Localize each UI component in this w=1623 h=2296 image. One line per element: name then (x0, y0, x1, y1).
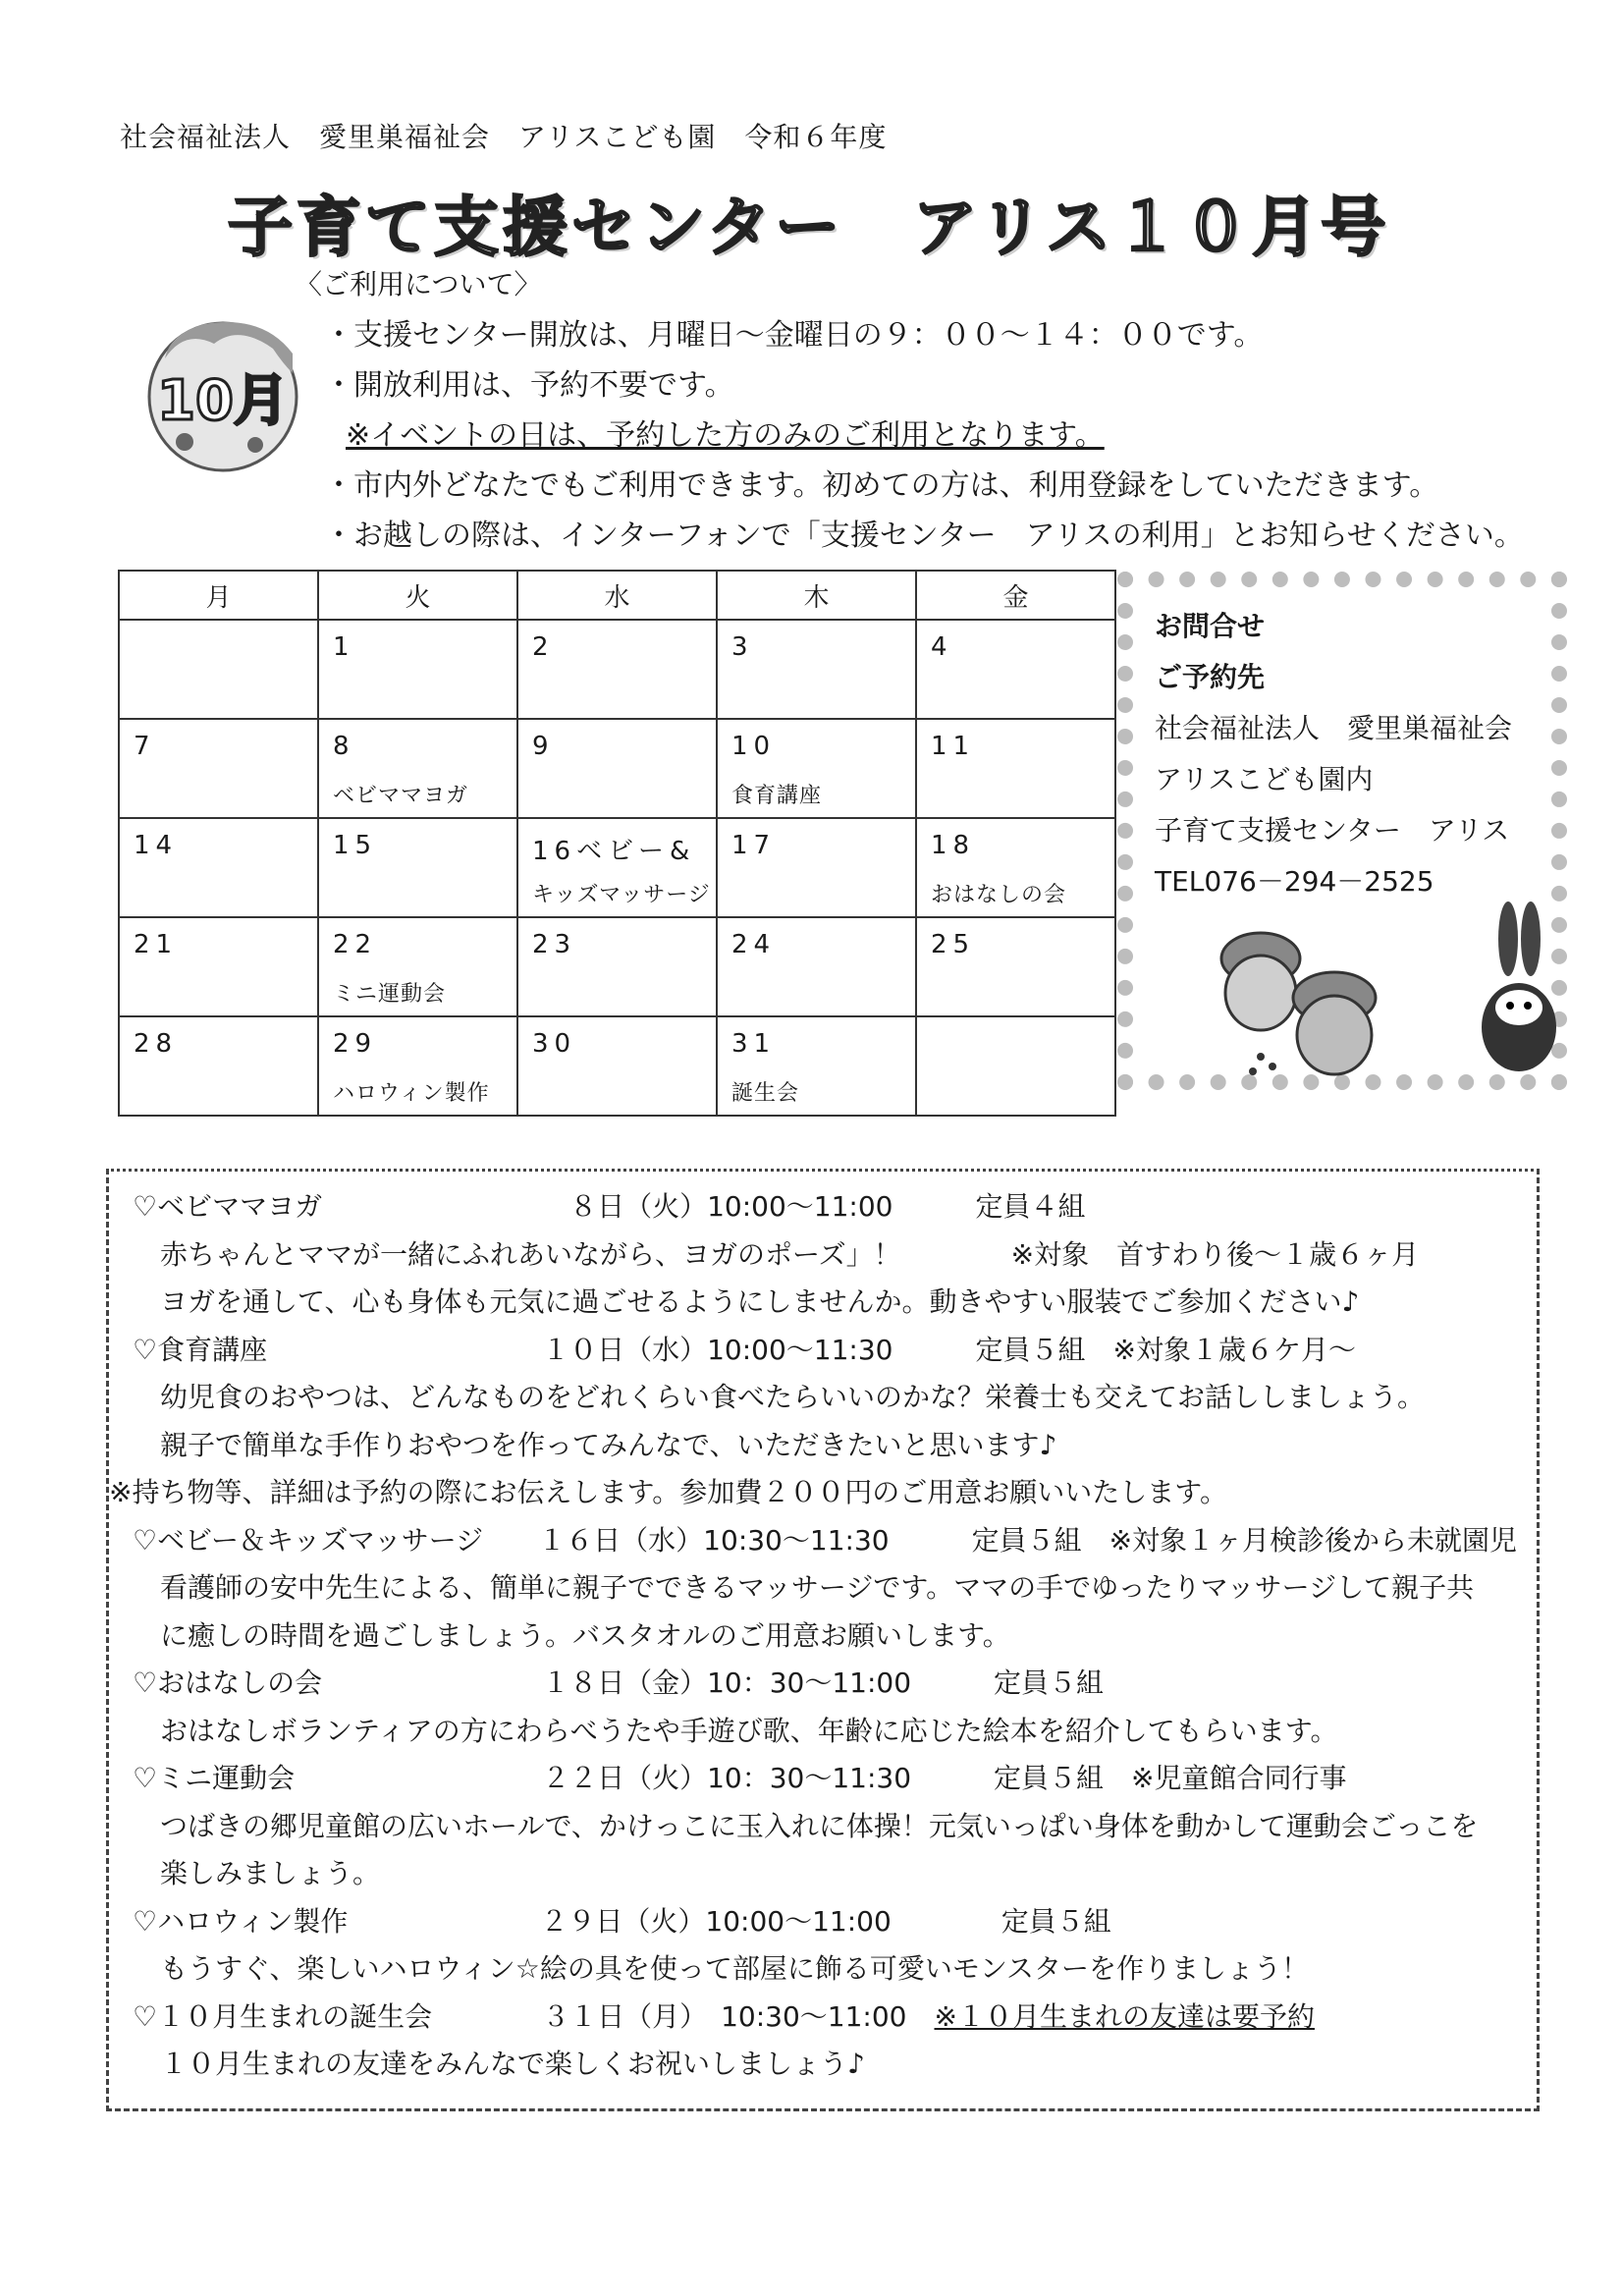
day-event: キッズマッサージ (532, 883, 711, 907)
calendar-day-cell (119, 1016, 318, 1116)
day-number: 16ベビー& (532, 837, 696, 866)
contact-line: アリスこども園内 (1155, 763, 1374, 795)
day-number: 14 (134, 831, 179, 860)
event-description (160, 1566, 1474, 1606)
weekday-header: 金 (916, 571, 1115, 620)
calendar-body (119, 620, 1115, 1116)
calendar-day-cell (916, 917, 1115, 1016)
calendar-table (118, 570, 1116, 1117)
event-title (133, 1185, 1086, 1225)
event-text: 看護師の安中先生による、簡単に親子でできるマッサージです。ママの手でゆったりマッサージして親子共 (160, 1571, 1475, 1604)
calendar-day-cell (318, 917, 517, 1016)
event-text: 楽しみましょう。 (160, 1857, 381, 1889)
contact-text (1155, 601, 1512, 907)
rabbit-icon (1482, 902, 1556, 1071)
event-text: つばきの郷児童館の広いホールで、かけっこに玉入れに体操！元気いっぱい身体を動かして運動会ごっこを (160, 1809, 1479, 1842)
event-title (133, 1662, 1104, 1701)
usage-item: ・支援センター開放は、月曜日～金曜日の９：００～１４：００です。 (324, 318, 1264, 353)
badge-label: 10月 (157, 369, 289, 433)
calendar-week-row (119, 917, 1115, 1016)
contact-heading: ご予約先 (1155, 661, 1266, 693)
calendar-day-cell (717, 1016, 916, 1116)
day-event: ミニ運動会 (333, 982, 447, 1007)
event-description (160, 1805, 1478, 1844)
event-text: １０月生まれの友達をみんなで楽しくお祝いしましょう♪ (160, 2048, 865, 2080)
weekday-header: 木 (717, 571, 916, 620)
day-number: 30 (532, 1029, 577, 1059)
day-number: 8 (333, 732, 355, 761)
day-number: 29 (333, 1029, 378, 1059)
day-number: 17 (731, 831, 777, 860)
event-text: ♡食育講座 １０日（水）10:00～11:30 定員５組 ※対象１歳６ケ月～ (133, 1333, 1356, 1366)
calendar-day-cell (119, 818, 318, 917)
calendar-day-cell (517, 620, 717, 719)
contact-heading: お問合せ (1155, 610, 1266, 642)
event-description (160, 1233, 1419, 1273)
contact-line: 子育て支援センター アリス (1155, 814, 1510, 847)
weekday-header: 月 (119, 571, 318, 620)
usage-item-note: ※イベントの日は、予約した方のみのご利用となります。 (346, 418, 1105, 453)
event-title (133, 1519, 1517, 1558)
event-title (133, 1995, 1315, 2035)
day-number: 9 (532, 732, 555, 761)
event-text: ♡ベビママヨガ ８日（火）10:00～11:00 定員４組 (133, 1190, 1086, 1223)
event-title (133, 1900, 1111, 1940)
contact-phone: TEL076－294－2525 (1155, 865, 1434, 898)
day-event: ハロウィン製作 (333, 1081, 490, 1106)
event-text: ♡１０月生まれの誕生会 ３１日（月） 10:30～11:00 (133, 1999, 935, 2033)
usage-heading: 〈ご利用について〉 (295, 268, 542, 301)
calendar-day-cell (119, 620, 318, 719)
calendar-day-cell (318, 818, 517, 917)
usage-list (324, 310, 1524, 561)
calendar-header-row (119, 571, 1115, 620)
event-note (109, 1471, 1227, 1510)
event-text: ※持ち物等、詳細は予約の際にお伝えします。参加費２００円のご用意お願いいたします。 (109, 1476, 1227, 1508)
calendar-week-row (119, 1016, 1115, 1116)
calendar-day-cell (119, 719, 318, 818)
event-description (160, 1710, 1338, 1749)
day-number: 25 (931, 930, 976, 959)
event-description (160, 2043, 865, 2082)
weekday-header: 火 (318, 571, 517, 620)
event-description (160, 1852, 380, 1891)
day-number: 15 (333, 831, 378, 860)
page-title: 子育て支援センター アリス１０月号 (228, 190, 1390, 265)
calendar-day-cell (318, 1016, 517, 1116)
day-number: 1 (333, 632, 355, 662)
events-panel (106, 1169, 1540, 2111)
day-number: 31 (731, 1029, 777, 1059)
event-description (160, 1281, 1359, 1320)
calendar-day-cell (717, 719, 916, 818)
day-event: 誕生会 (731, 1081, 800, 1106)
calendar-week-row (119, 719, 1115, 818)
organization-line: 社会福祉法人 愛里巣福祉会 アリスこども園 令和６年度 (120, 121, 888, 153)
event-title (133, 1329, 1356, 1368)
calendar-day-cell (916, 719, 1115, 818)
usage-item: ・お越しの際は、インターフォンで「支援センター アリスの利用」とお知らせください。 (324, 519, 1524, 553)
calendar-day-cell (517, 818, 717, 917)
event-text: ♡ベビー＆キッズマッサージ １６日（水）10:30～11:30 定員５組 ※対象１ヶ月検診後から未就園児 (133, 1523, 1518, 1557)
contact-line: 社会福祉法人 愛里巣福祉会 (1155, 712, 1513, 744)
acorn-rabbit-illustration-icon (1192, 900, 1565, 1086)
contact-box (1117, 572, 1567, 1090)
day-event: ベビママヨガ (333, 784, 469, 808)
event-text: ♡ミニ運動会 ２２日（火）10：30～11:30 定員５組 ※児童館合同行事 (133, 1762, 1347, 1794)
day-number: 28 (134, 1029, 179, 1059)
calendar-day-cell (717, 818, 916, 917)
october-badge-icon (145, 319, 300, 474)
day-event: おはなしの会 (931, 883, 1067, 907)
event-text: 幼児食のおやつは、どんなものをどれくらい食べたらいいのかな？栄養士も交えてお話ししましょう。 (160, 1381, 1426, 1413)
event-text: に癒しの時間を過ごしましょう。バスタオルのご用意お願いします。 (160, 1618, 1010, 1652)
event-text: おはなしボランティアの方にわらべうたや手遊び歌、年齢に応じた絵本を紹介してもらいます。 (160, 1714, 1338, 1747)
day-number: 11 (931, 732, 976, 761)
event-text: もうすぐ、楽しいハロウィン☆絵の具を使って部屋に飾る可愛いモンスターを作りましょう！ (160, 1952, 1310, 1985)
day-number: 3 (731, 632, 754, 662)
event-text: 親子で簡単な手作りおやつを作ってみんなで、いただきたいと思います♪ (160, 1428, 1057, 1461)
event-title (133, 1757, 1347, 1796)
event-text: ♡ハロウィン製作 ２９日（火）10:00～11:00 定員５組 (133, 1904, 1111, 1938)
calendar-day-cell (916, 818, 1115, 917)
calendar-day-cell (318, 620, 517, 719)
weekday-header: 水 (517, 571, 717, 620)
day-number: 10 (731, 732, 777, 761)
day-number: 7 (134, 732, 156, 761)
calendar-day-cell (717, 917, 916, 1016)
event-text: ヨガを通して、心も身体も元気に過ごせるようにしませんか。動きやすい服装でご参加ください♪ (160, 1285, 1360, 1318)
calendar-day-cell (916, 1016, 1115, 1116)
event-text: ♡おはなしの会 １８日（金）10：30～11:00 定員５組 (133, 1667, 1105, 1699)
day-number: 23 (532, 930, 577, 959)
event-description (160, 1376, 1425, 1415)
calendar-day-cell (318, 719, 517, 818)
usage-item: ・開放利用は、予約不要です。 (324, 368, 734, 403)
calendar-week-row (119, 620, 1115, 719)
day-number: 22 (333, 930, 378, 959)
calendar-week-row (119, 818, 1115, 917)
calendar-day-cell (717, 620, 916, 719)
day-number: 18 (931, 831, 976, 860)
calendar-day-cell (517, 719, 717, 818)
day-number: 21 (134, 930, 179, 959)
calendar-day-cell (517, 1016, 717, 1116)
event-description (160, 1947, 1309, 1987)
birthday-reservation-note: ※１０月生まれの友達は要予約 (934, 1999, 1315, 2033)
event-text: 赤ちゃんとママが一緒にふれあいながら、ヨガのポーズ」！ ※対象 首すわり後～１歳６ヶ月 (160, 1237, 1420, 1271)
event-description (160, 1424, 1056, 1463)
calendar-day-cell (119, 917, 318, 1016)
day-number: 24 (731, 930, 777, 959)
acorn-icon (1293, 972, 1376, 1074)
acorn-icon (1221, 933, 1300, 1030)
usage-item: ・市内外どなたでもご利用できます。初めての方は、利用登録をしていただきます。 (324, 468, 1439, 503)
calendar-day-cell (916, 620, 1115, 719)
day-number: 4 (931, 632, 953, 662)
event-description (160, 1614, 1010, 1654)
calendar-day-cell (517, 917, 717, 1016)
day-event: 食育講座 (731, 784, 823, 808)
day-number: 2 (532, 632, 555, 662)
